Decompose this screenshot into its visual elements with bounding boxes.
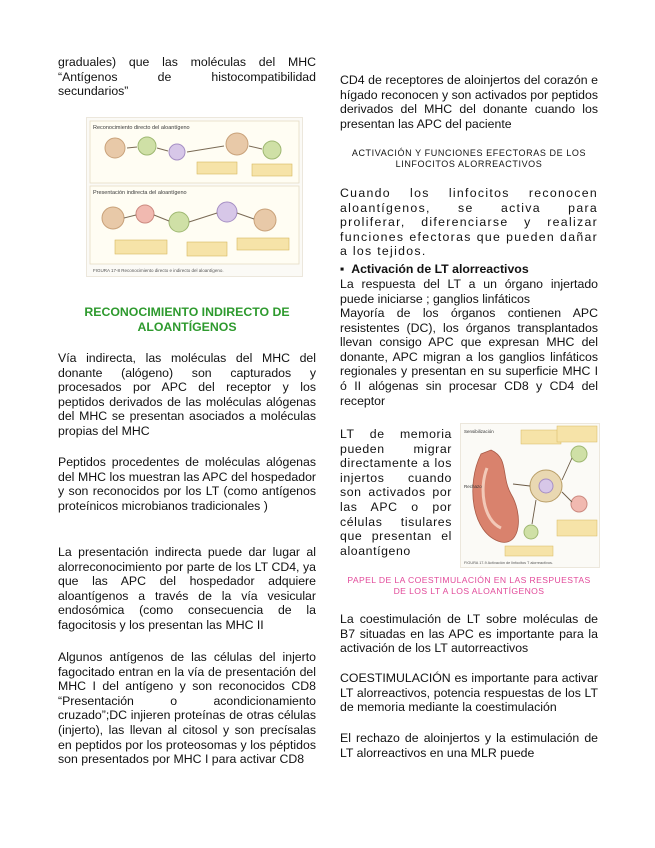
bullet-heading-activation xyxy=(340,262,598,277)
right-paragraph-3: La respuesta del LT a un órgano injertado puede iniciarse ; ganglios linfáticos xyxy=(340,277,598,306)
left-intro-paragraph: graduales) que las moléculas del MHC “Antígenos de histocompatibilidad secundarios” xyxy=(58,55,316,99)
figure1-caption: FIGURA 17-8 Reconocimiento directo e indirecto del aloantígeno. xyxy=(93,268,224,273)
left-paragraph-1: Vía indirecta, las moléculas del MHC del donante (alógeno) son capturados y procesados por APC del receptor y los peptidos derivados de las moléculas alógenas del MHC se presentan asociados a moléculas propias del MHC xyxy=(58,351,316,438)
figure2-label-b: Rechazo xyxy=(464,484,482,489)
right-paragraph-8: El rechazo de aloinjertos y la estimulación de LT alorreactivos en una MLR puede xyxy=(340,731,598,760)
bullet-heading-text: Activación de LT alorreactivos xyxy=(351,262,529,276)
alloreactive-activation-diagram xyxy=(461,424,599,567)
figure-allorecognition xyxy=(86,117,303,277)
right-paragraph-2: Cuando los linfocitos reconocen aloantígenos, se activa para proliferar, diferenciarse y realizar funciones efectoras que pueden dañar a los tejidos. xyxy=(340,186,598,259)
left-paragraph-3: La presentación indirecta puede dar lugar al alorreconocimiento por parte de los LT CD4, ya que las APC del hospedador adquiere aloantígenos a través de la vía vesicular endosómica (como consecuencia de la fagocitosis y los presentan las MHC II xyxy=(58,545,316,632)
heading-activation-effector: ACTIVACIÓN Y FUNCIONES EFECTORAS DE LOS LINFOCITOS ALORREACTIVOS xyxy=(351,148,587,169)
right-paragraph-4: Mayoría de los órganos contienen APC resistentes (DC), los órganos transplantados llevan consigo APC que expresan MHC del donante, APC migran a los ganglios linfáticos regionales y presentan en su superficie MHC I ó II alógenas sin procesar CD8 y CD4 del receptor xyxy=(340,306,598,408)
figure1-panel-b-label: Presentación indirecta del aloantígeno xyxy=(93,190,187,196)
allorecognition-diagram xyxy=(87,118,302,276)
left-paragraph-4: Algunos antígenos de las células del injerto fagocitado entran en la vía de presentación del MHC I del antígeno y son reconocidos CD8 “Presentación o acondicionamiento cruzado”;DC injieren proteínas de otras células (injerto), las llevan al citosol y son precísalas en peptidos por los proteosomas y los péptidos son presentados por MHC I para activar CD8 xyxy=(58,650,316,767)
figure-alloreactive-activation xyxy=(460,423,600,568)
right-paragraph-5: LT de memoria pueden migrar directamente a los injertos cuando son activados por las APC o por células tisulares que presentan el aloantígeno xyxy=(340,427,452,558)
heading-indirect-recognition: RECONOCIMIENTO INDIRECTO DE ALOANTÍGENOS xyxy=(84,305,290,334)
figure1-panel-a-label: Reconocimiento directo del aloantígeno xyxy=(93,125,190,131)
figure2-label-a: Sensibilización xyxy=(464,429,494,434)
left-paragraph-2: Peptidos procedentes de moléculas alógenas del MHC los muestran las APC del hospedador y son reconocidos por los LT (como antígenos proteínicos microbianos tradicionales ) xyxy=(58,455,316,513)
heading-costimulation: PAPEL DE LA COESTIMULACIÓN EN LAS RESPUESTAS DE LOS LT A LOS ALOANTÍGENOS xyxy=(347,575,591,596)
figure2-caption: FIGURA 17-9 Activación de linfocitos T alorreactivos. xyxy=(464,561,553,565)
right-paragraph-1: CD4 de receptores de aloinjertos del corazón e hígado reconocen y son activados por peptidos derivados del MHC del donante cuando los presentan las APC del paciente xyxy=(340,73,598,131)
right-paragraph-7: COESTIMULACIÓN es importante para activar LT alorreactivos, potencia respuestas de los LT de memoria mediante la coestimulación xyxy=(340,671,598,715)
bullet-marker: ▪ xyxy=(340,262,352,276)
right-paragraph-6: La coestimulación de LT sobre moléculas de B7 situadas en las APC es importante para la activación de los LT autorreactivos xyxy=(340,612,598,656)
